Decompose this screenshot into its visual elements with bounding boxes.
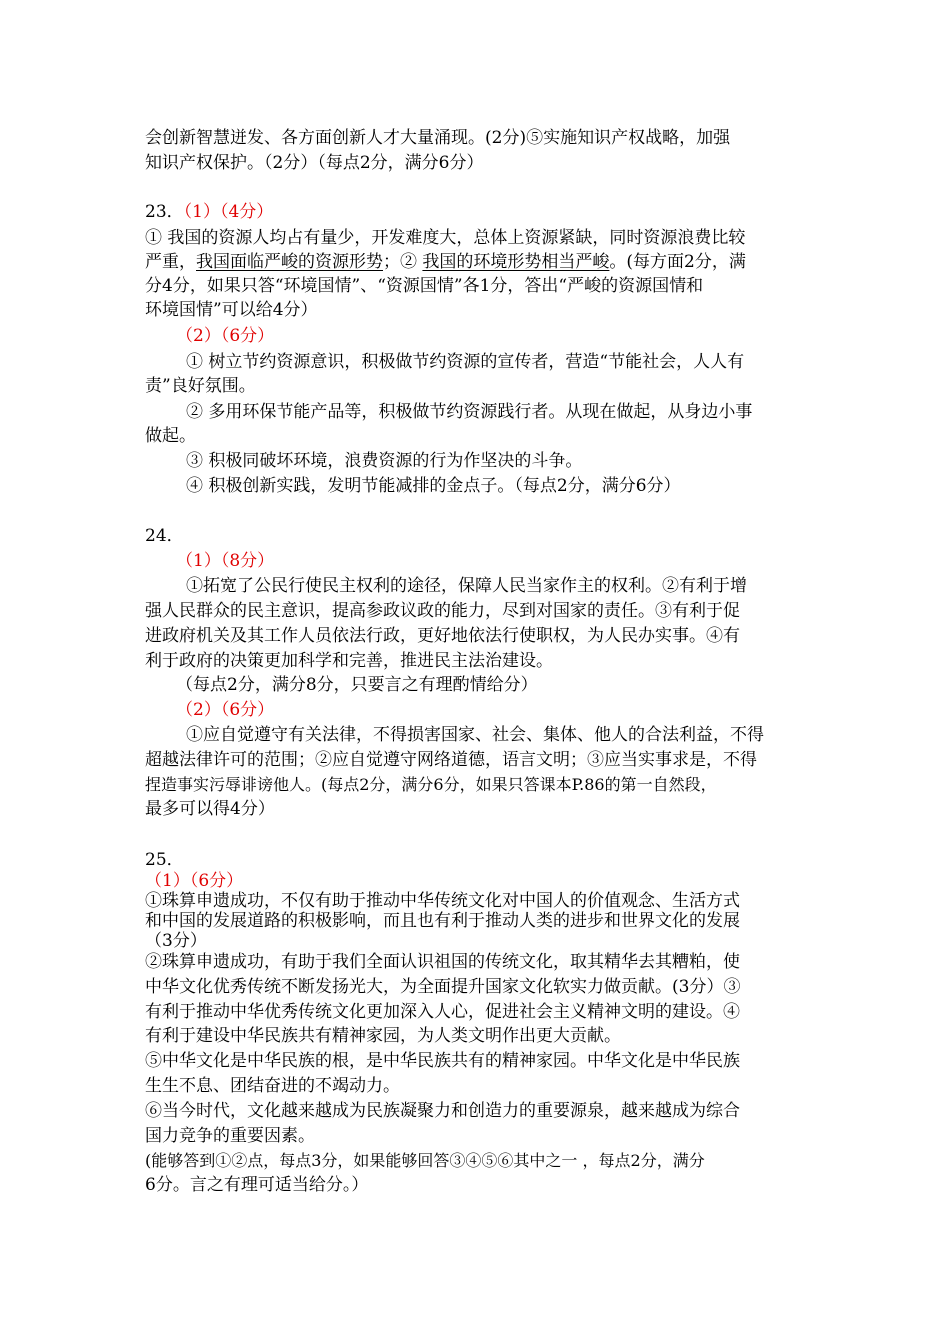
q23-number: 23． [145,202,184,222]
q25-line-10: ⑥当今时代，文化越来越成为民族凝聚力和创造力的重要源泉，越来越成为综合 [145,1101,740,1121]
q23-p2-line-5: ③ 积极同破坏环境，浪费资源的行为作坚决的斗争。 [186,451,583,471]
q25-line-9: 生生不息、团结奋进的不竭动力。 [145,1076,400,1096]
q24-p2-line-3: 捏造事实污辱诽谤他人。(每点2分，满分6分，如果只答课本P.86的第一自然段， [145,775,717,794]
q25-line-2: 和中国的发展道路的积极影响，而且也有利于推动人类的进步和世界文化的发展 [145,911,740,931]
q25-line-4: ②珠算申遗成功，有助于我们全面认识祖国的传统文化，取其精华去其糟粕，使 [145,952,740,972]
q23-p2-line-3: ② 多用环保节能产品等，积极做节约资源践行者。从现在做起，从身边小事 [186,402,753,422]
intro-line-1: 会创新智慧迸发、各方面创新人才大量涌现。(2分)⑤实施知识产权战略，加强 [145,128,731,148]
q25-line-6: 有利于推动中华优秀传统文化更加深入人心，促进社会主义精神文明的建设。④ [145,1002,740,1022]
q24-p1-line-2: 强人民群众的民主意识，提高参政议政的能力，尽到对国家的责任。③有利于促 [145,601,740,621]
q25-line-1: ①珠算申遗成功，不仅有助于推动中华传统文化对中国人的价值观念、生活方式 [145,891,740,911]
q24-number: 24． [145,526,184,546]
q23-p1-text-a: 严重， [145,252,196,272]
q23-p1-underline-1: 我国面临严峻的资源形势 [196,252,383,272]
q25-line-5: 中华文化优秀传统不断发扬光大，为全面提升国家文化软实力做贡献。(3分）③ [145,977,741,997]
q24-p1-line-5: （每点2分，满分8分，只要言之有理酌情给分） [176,675,538,695]
q25-line-13: 6分。言之有理可适当给分。） [145,1175,369,1195]
q24-p2-line-1: ①应自觉遵守有关法律，不得损害国家、社会、集体、他人的合法利益，不得 [186,725,764,745]
q24-p2-line-2: 超越法律许可的范围；②应自觉遵守网络道德，语言文明；③应当实事求是，不得 [145,750,757,770]
q25-part1-heading: （1）（6分） [145,871,244,891]
q23-p1-text-c: 。(每方面2分，满 [609,252,746,272]
q24-p1-line-4: 利于政府的决策更加科学和完善，推进民主法治建设。 [145,651,553,671]
q23-p2-line-4: 做起。 [145,426,196,446]
q23-p1-text-b: ；② [383,252,423,272]
q24-p1-line-3: 进政府机关及其工作人员依法行政，更好地依法行使职权，为人民办实事。④有 [145,626,740,646]
q24-part1-heading: （1）（8分） [176,551,275,571]
q23-part2-heading: （2）（6分） [176,326,275,346]
q25-line-8: ⑤中华文化是中华民族的根，是中华民族共有的精神家园。中华文化是中华民族 [145,1051,740,1071]
q23-p2-line-1: ① 树立节约资源意识，积极做节约资源的宣传者，营造“节能社会，人人有 [186,352,745,372]
q24-p2-line-4: 最多可以得4分） [145,799,275,819]
q25-line-12: (能够答到①②点，每点3分，如果能够回答③④⑤⑥其中之一 ，每点2分，满分 [145,1151,705,1170]
intro-line-2: 知识产权保护。（2分）（每点2分，满分6分） [145,153,484,173]
q25-line-3: （3分） [145,931,207,951]
q25-number: 25． [145,850,184,870]
q23-p2-line-6: ④ 积极创新实践，发明节能减排的金点子。（每点2分，满分6分） [186,476,681,496]
q23-p1-line-4: 环境国情”可以给4分） [145,300,318,320]
q23-p1-line-2 [145,250,746,274]
q23-p2-line-2: 责”良好氛围。 [145,376,256,396]
q23-p1-line-3: 分4分，如果只答“环境国情”、“资源国情”各1分，答出“严峻的资源国情和 [145,276,704,296]
q24-part2-heading: （2）（6分） [176,700,275,720]
q23-p1-underline-2: 我国的环境形势相当严峻 [422,252,610,272]
q25-line-11: 国力竞争的重要因素。 [145,1126,315,1146]
q25-line-7: 有利于建设中华民族共有精神家园，为人类文明作出更大贡献。 [145,1026,621,1046]
q23-p1-line-1: ① 我国的资源人均占有量少，开发难度大，总体上资源紧缺，同时资源浪费比较 [145,228,746,248]
q23-heading [145,200,273,224]
q23-part1-heading: （1）（4分） [183,202,274,222]
q24-p1-line-1: ①拓宽了公民行使民主权利的途径，保障人民当家作主的权利。②有利于增 [186,576,747,596]
